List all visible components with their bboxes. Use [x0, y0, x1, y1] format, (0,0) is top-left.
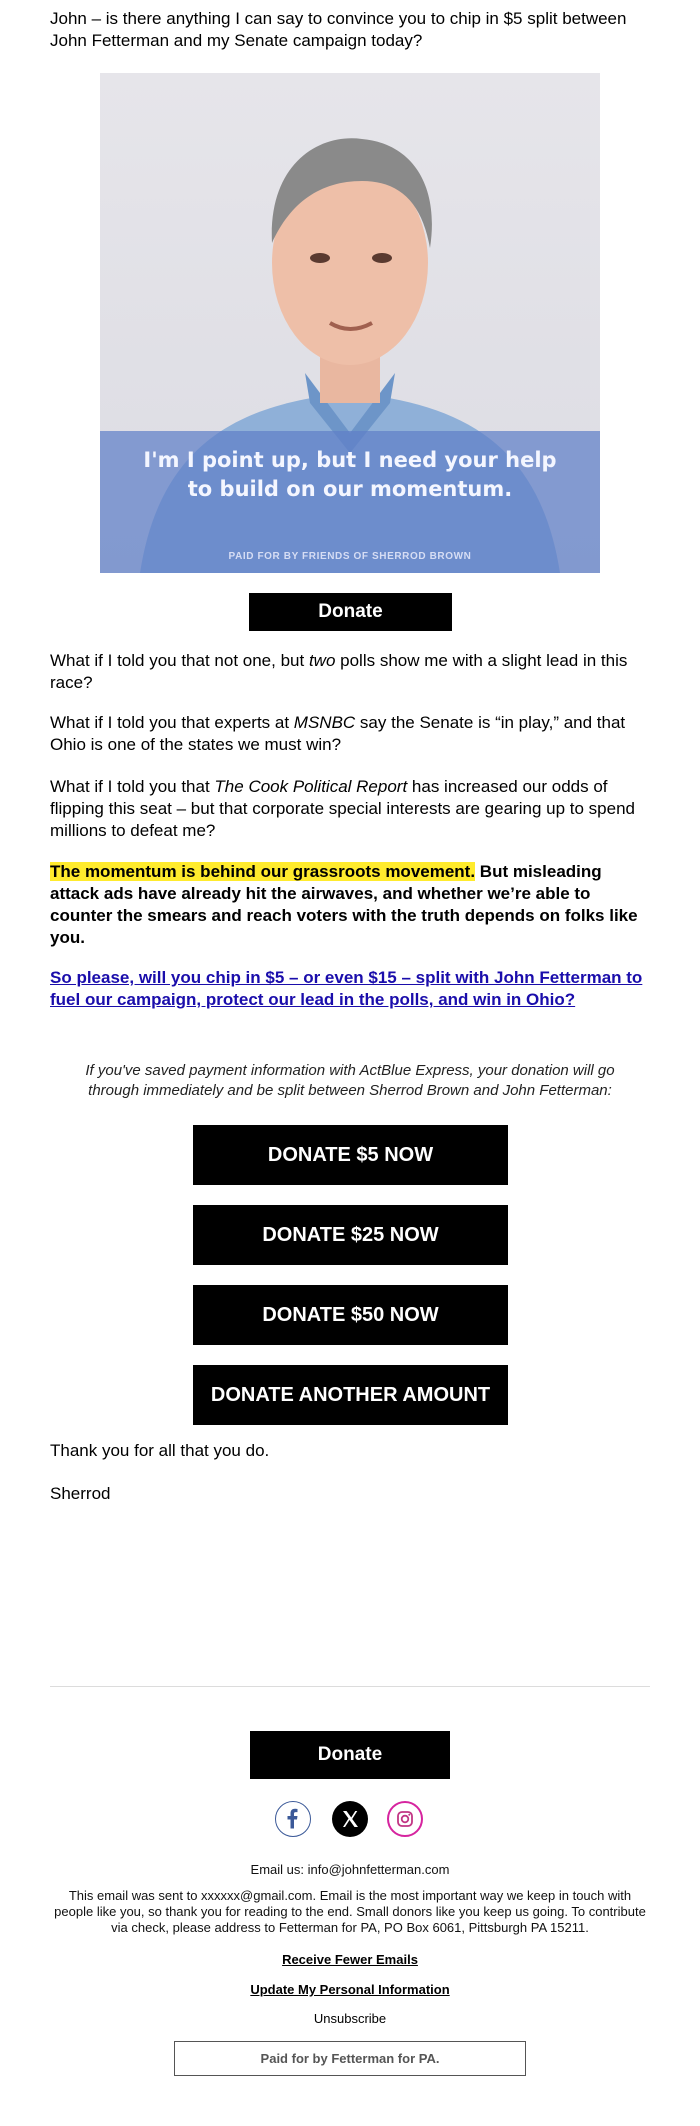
paragraph-text: What if I told you that not one, but	[50, 651, 309, 670]
paid-for-disclaimer: Paid for by Fetterman for PA.	[174, 2041, 526, 2076]
hero-caption-line1: I'm I point up, but I need your help	[143, 448, 557, 472]
highlighted-text: The momentum is behind our grassroots movement.	[50, 862, 476, 881]
paragraph-text: say the Senate is “in play,” and that Ohio is one of the states we must win?	[50, 713, 626, 754]
x-icon[interactable]	[332, 1801, 368, 1837]
paragraph-text: What if I told you that	[50, 777, 215, 796]
signature: Sherrod	[50, 1484, 111, 1503]
paragraph-text: But misleading attack ads have already hit the airwaves, and whether we’re able to counter the smears and reach voters with the truth depends on folks like you.	[50, 862, 638, 947]
thanks-text: Thank you for all that you do.	[50, 1441, 270, 1460]
instagram-icon[interactable]	[387, 1801, 423, 1837]
paragraph-text: What if I told you that experts at	[50, 713, 294, 732]
donate-button[interactable]: Donate	[249, 593, 452, 631]
emphasis-text: The Cook Political Report	[214, 777, 408, 796]
donate-25-button[interactable]: DONATE $25 NOW	[193, 1205, 508, 1265]
donate-50-button[interactable]: DONATE $50 NOW	[193, 1285, 508, 1345]
footer-fine-print: This email was sent to xxxxxx@gmail.com. Email is the most important way we keep in touch with people like you, so thank you for reading to the end. Small donors like you keep us going. To contribute via check, please address to Fetterman for PA, PO Box 6061, Pittsburgh PA 15211.	[54, 1888, 646, 1935]
donate-other-amount-button[interactable]: DONATE ANOTHER AMOUNT	[193, 1365, 508, 1425]
paragraph-ask	[50, 967, 650, 1011]
donate-5-button[interactable]: DONATE $5 NOW	[193, 1125, 508, 1185]
facebook-icon[interactable]	[275, 1801, 311, 1837]
hero-image[interactable]	[100, 73, 600, 573]
emphasis-text: two	[308, 651, 336, 670]
receive-fewer-emails-link[interactable]: Receive Fewer Emails	[282, 1952, 418, 1967]
emphasis-text: MSNBC	[293, 713, 356, 732]
footer-donate-button[interactable]: Donate	[250, 1731, 450, 1779]
paragraph-momentum	[50, 861, 650, 949]
unsubscribe-link[interactable]: Unsubscribe	[313, 2011, 387, 2026]
paragraph-polls	[50, 650, 650, 694]
paragraph-text: polls show me with a slight lead in this race?	[50, 651, 628, 692]
actblue-express-note: If you've saved payment information with ActBlue Express, your donation will go through immediately and be split between Sherrod Brown and John Fetterman:	[85, 1062, 615, 1099]
hero-caption-line2: to build on our momentum.	[187, 477, 513, 501]
hero-paid-for: PAID FOR BY FRIENDS OF SHERROD BROWN	[228, 551, 472, 562]
contact-email: Email us: info@johnfetterman.com	[250, 1862, 450, 1877]
divider	[50, 1686, 650, 1687]
intro-text: John – is there anything I can say to convince you to chip in $5 split between John Fetterman and my Senate campaign today?	[50, 9, 627, 50]
hero-caption	[100, 446, 600, 504]
update-info-link[interactable]: Update My Personal Information	[250, 1982, 450, 1997]
paragraph-cook-report	[50, 776, 650, 842]
chip-in-link[interactable]: So please, will you chip in $5 – or even $15 – split with John Fetterman to fuel our campaign, protect our lead in the polls, and win in Ohio?	[50, 968, 643, 1009]
paragraph-text: has increased our odds of flipping this seat – but that corporate special interests are gearing up to spend millions to defeat me?	[50, 777, 635, 840]
paragraph-msnbc	[50, 712, 650, 756]
